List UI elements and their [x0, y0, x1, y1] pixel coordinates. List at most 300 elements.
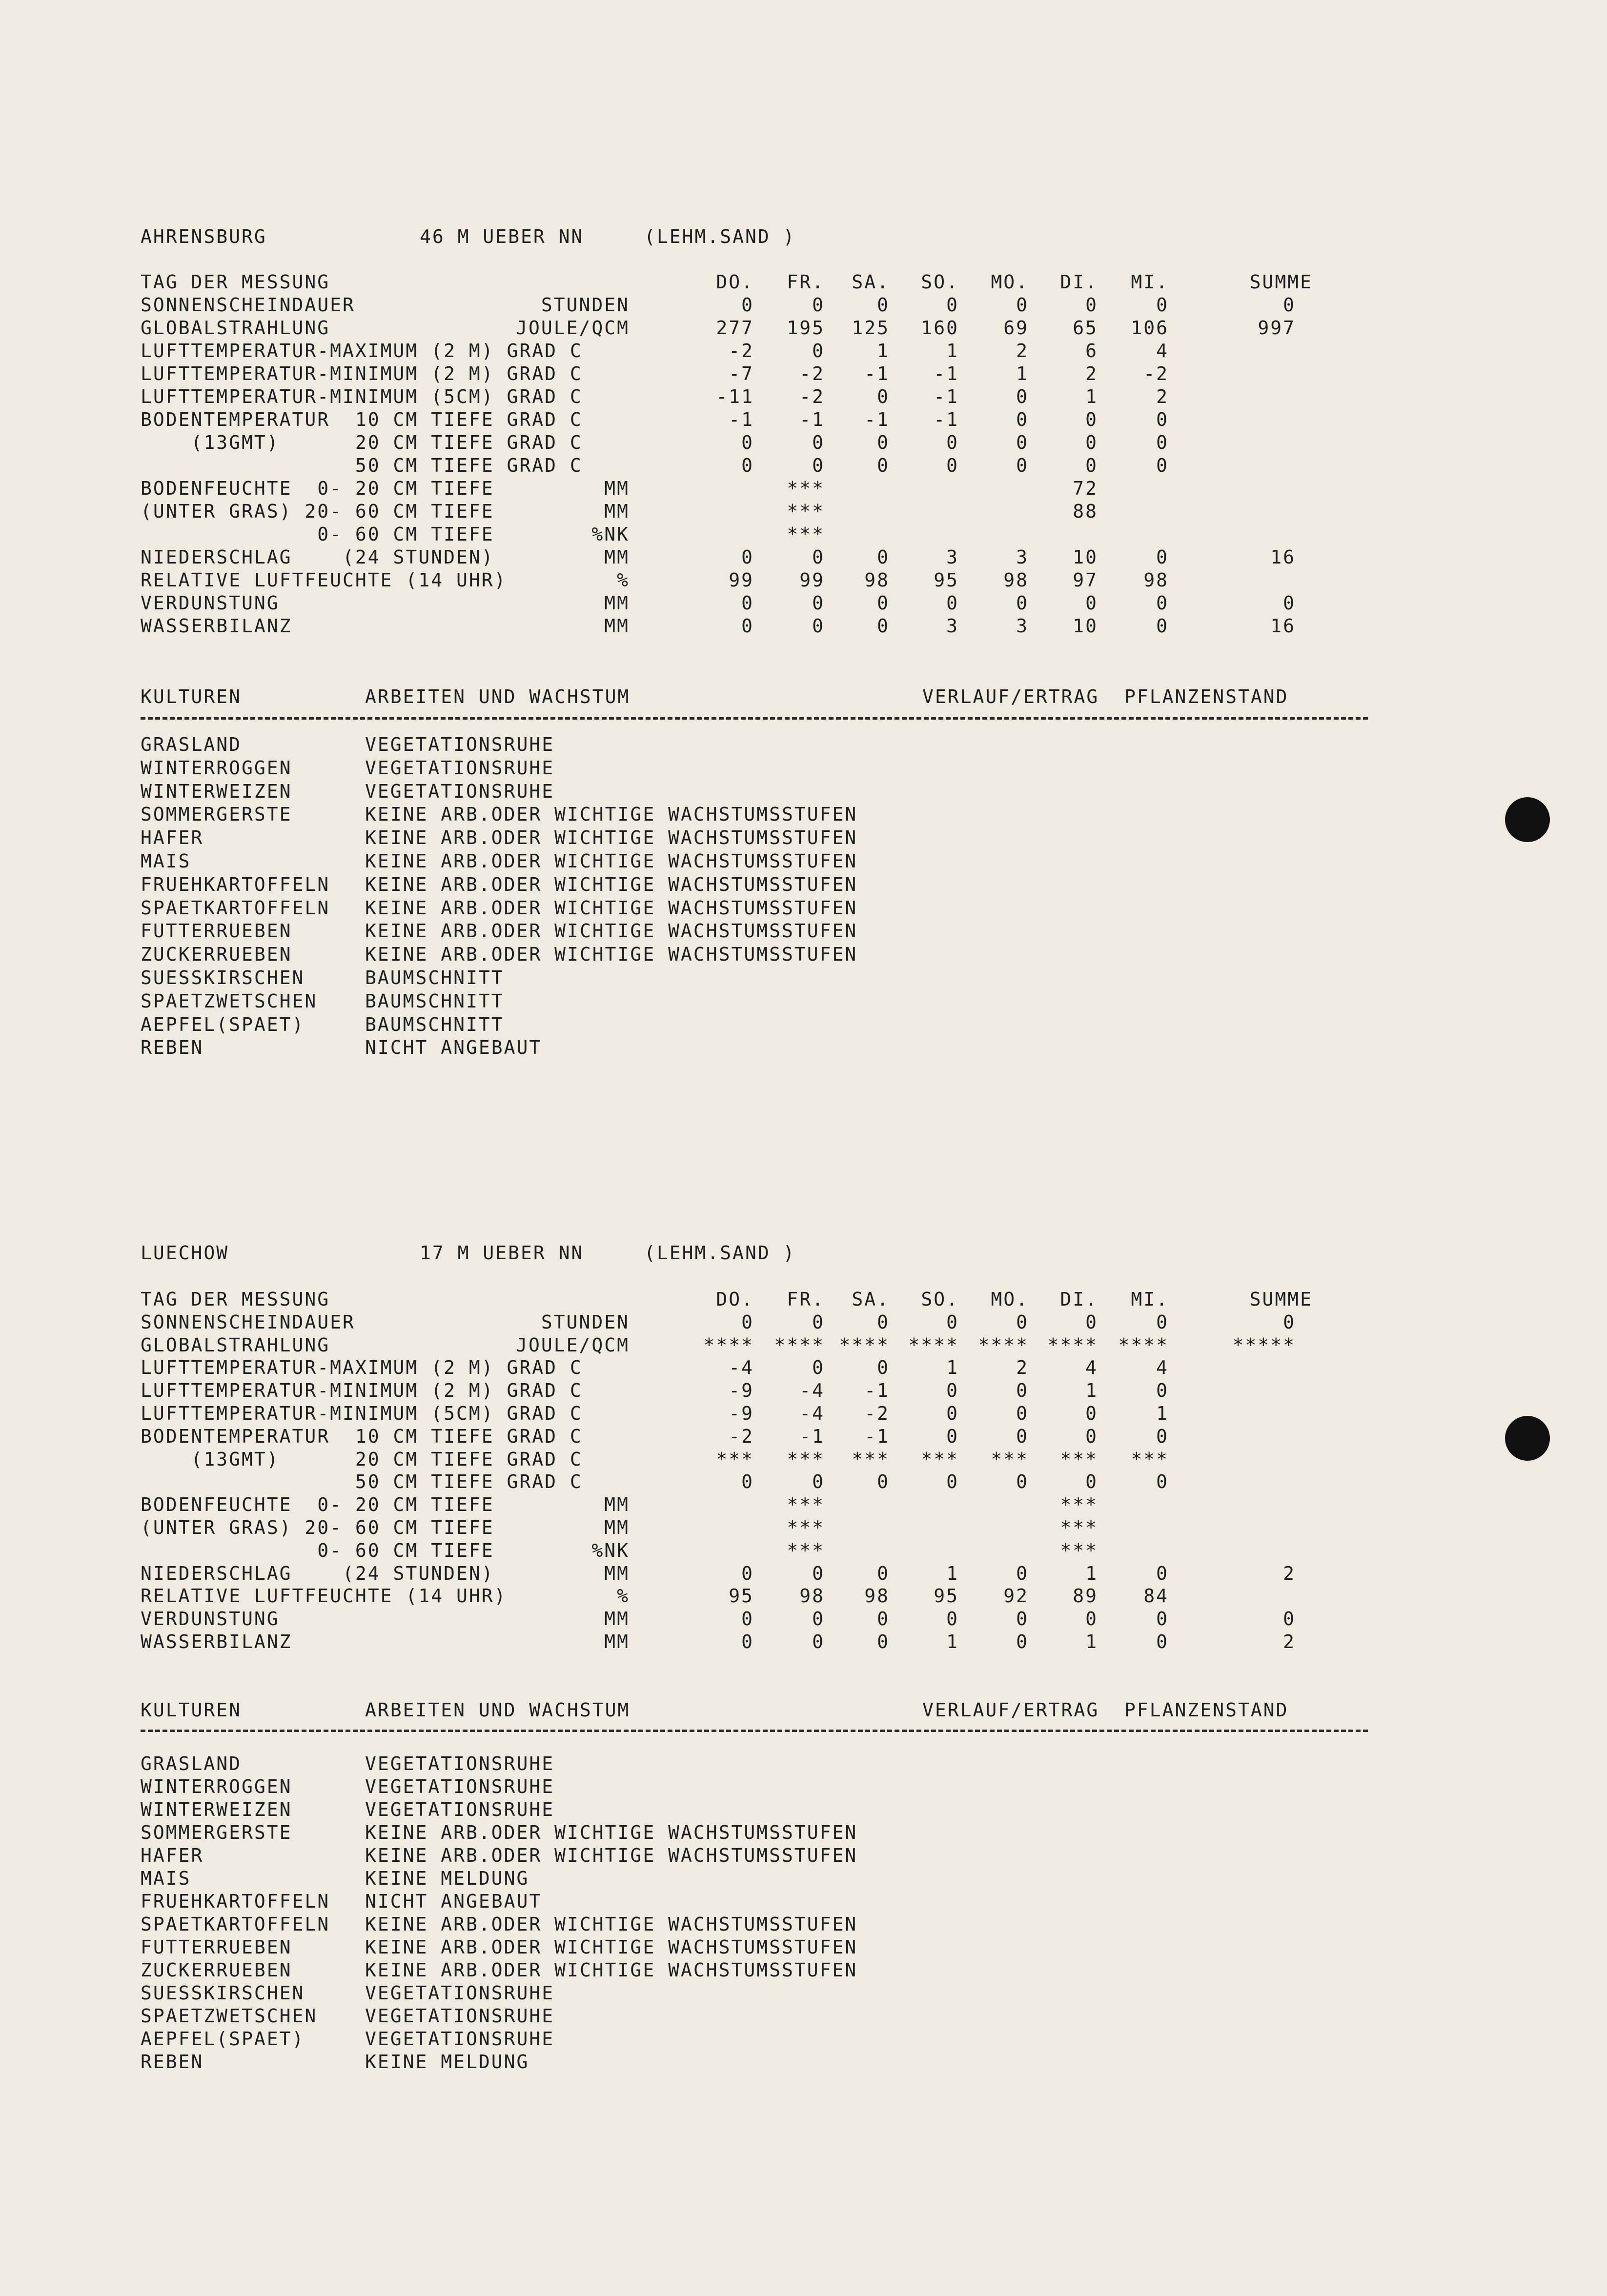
data-cell: 1 — [946, 1357, 959, 1379]
data-cell: 0 — [877, 294, 890, 316]
data-cell: 95 — [729, 1585, 754, 1607]
crop-status: KEINE ARB.ODER WICHTIGE WACHSTUMSSTUFEN — [365, 1959, 858, 1981]
data-cell: 0 — [741, 1471, 754, 1493]
data-cell: 0 — [812, 432, 825, 453]
sum-cell: 0 — [1283, 592, 1296, 614]
data-cell: 0 — [877, 615, 890, 637]
unit-label: MM — [604, 501, 630, 522]
crop-status: KEINE ARB.ODER WICHTIGE WACHSTUMSSTUFEN — [365, 874, 858, 895]
verlauf-header: VERLAUF/ERTRAG PFLANZENSTAND — [922, 1699, 1289, 1721]
data-cell: 0 — [741, 615, 754, 637]
crop-status: KEINE ARB.ODER WICHTIGE WACHSTUMSSTUFEN — [365, 897, 858, 919]
data-cell: 0 — [877, 1608, 890, 1630]
sum-header: SUMME — [1249, 1289, 1313, 1310]
data-cell: -2 — [864, 1403, 890, 1424]
data-cell: -1 — [729, 409, 754, 430]
crop-name: WINTERROGGEN — [141, 757, 292, 779]
data-cell: 0 — [877, 386, 890, 407]
data-cell: 0 — [812, 1357, 825, 1379]
data-cell: 0 — [1016, 1608, 1029, 1630]
crop-status: BAUMSCHNITT — [365, 967, 504, 988]
kulturen-header: KULTUREN — [141, 686, 242, 707]
sum-cell: 16 — [1270, 546, 1296, 568]
unit-label: MM — [604, 592, 630, 614]
data-cell: **** — [839, 1334, 890, 1356]
data-cell: *** — [787, 1517, 825, 1538]
kulturen-header: KULTUREN — [141, 1699, 242, 1721]
data-cell: *** — [1060, 1448, 1098, 1470]
data-cell: *** — [1060, 1494, 1098, 1516]
data-cell: *** — [921, 1448, 959, 1470]
row-label-tag: TAG DER MESSUNG — [141, 271, 330, 293]
data-cell: 92 — [1003, 1585, 1029, 1607]
row-label-luft_max: LUFTTEMPERATUR-MAXIMUM (2 M) GRAD C — [141, 1357, 583, 1379]
data-cell: 0 — [946, 1311, 959, 1333]
unit-label: MM — [604, 546, 630, 568]
row-label-verd: VERDUNSTUNG — [141, 1608, 280, 1630]
unit-label: MM — [604, 1494, 630, 1516]
data-cell: 1 — [1085, 1380, 1098, 1402]
crop-name: GRASLAND — [141, 1753, 242, 1774]
data-cell: -7 — [729, 363, 754, 384]
data-cell: 0 — [946, 432, 959, 453]
data-cell: 3 — [946, 546, 959, 568]
day-header: DI. — [1060, 271, 1098, 293]
data-cell: 106 — [1131, 317, 1169, 339]
data-cell: **** — [908, 1334, 959, 1356]
data-cell: 0 — [877, 1311, 890, 1333]
crop-name: AEPFEL(SPAET) — [141, 1014, 305, 1035]
data-cell: 88 — [1073, 501, 1098, 522]
data-cell: 2 — [1156, 386, 1169, 407]
data-cell: *** — [787, 524, 825, 545]
crop-name: HAFER — [141, 1845, 204, 1866]
row-label-boden10: BODENTEMPERATUR 10 CM TIEFE GRAD C — [141, 1425, 583, 1447]
data-cell: 0 — [1156, 432, 1169, 453]
data-cell: 0 — [1156, 1562, 1169, 1584]
data-cell: -1 — [799, 1425, 825, 1447]
data-cell: 0 — [946, 1471, 959, 1493]
data-cell: 3 — [1016, 546, 1029, 568]
data-cell: 195 — [787, 317, 825, 339]
data-cell: 0 — [1085, 455, 1098, 476]
data-cell: *** — [787, 501, 825, 522]
data-cell: 0 — [1156, 1380, 1169, 1402]
data-cell: 0 — [1085, 1311, 1098, 1333]
data-cell: 0 — [946, 455, 959, 476]
data-cell: -9 — [729, 1380, 754, 1402]
day-header: DO. — [716, 271, 754, 293]
crop-status: KEINE ARB.ODER WICHTIGE WACHSTUMSSTUFEN — [365, 1913, 858, 1935]
sum-cell: 2 — [1283, 1631, 1296, 1652]
data-cell: 0 — [741, 1311, 754, 1333]
row-label-sonne: SONNENSCHEINDAUER — [141, 294, 355, 316]
row-label-wasser: WASSERBILANZ — [141, 1631, 292, 1652]
data-cell: 0 — [946, 1380, 959, 1402]
crop-status: NICHT ANGEBAUT — [365, 1037, 542, 1058]
day-header: MI. — [1131, 1289, 1169, 1310]
data-cell: 1 — [1085, 1562, 1098, 1584]
data-cell: 0 — [1085, 1403, 1098, 1424]
data-cell: 0 — [812, 1608, 825, 1630]
data-cell: 10 — [1073, 615, 1098, 637]
day-header: MI. — [1131, 271, 1169, 293]
data-cell: -2 — [799, 386, 825, 407]
arbeiten-header: ARBEITEN UND WACHSTUM — [365, 1699, 631, 1721]
data-cell: 1 — [1085, 1631, 1098, 1652]
data-cell: 97 — [1073, 569, 1098, 591]
data-cell: 69 — [1003, 317, 1029, 339]
data-cell: 0 — [741, 455, 754, 476]
data-cell: 1 — [877, 340, 890, 362]
data-cell: 0 — [946, 1425, 959, 1447]
row-label-tag: TAG DER MESSUNG — [141, 1289, 330, 1310]
data-cell: -4 — [799, 1380, 825, 1402]
crop-name: ZUCKERRUEBEN — [141, 944, 292, 965]
crop-name: MAIS — [141, 850, 191, 872]
data-cell: 0 — [946, 1403, 959, 1424]
crop-name: SUESSKIRSCHEN — [141, 1982, 305, 2004]
crop-name: FUTTERRUEBEN — [141, 920, 292, 942]
data-cell: -2 — [1143, 363, 1169, 384]
crop-name: SPAETZWETSCHEN — [141, 990, 318, 1012]
sum-cell: 2 — [1283, 1562, 1296, 1584]
data-cell: 95 — [934, 569, 959, 591]
dashed-separator — [141, 1730, 1368, 1732]
crop-name: GRASLAND — [141, 734, 242, 755]
row-label-verd: VERDUNSTUNG — [141, 592, 280, 614]
data-cell: -1 — [934, 363, 959, 384]
crop-name: FRUEHKARTOFFELN — [141, 1891, 330, 1912]
sum-cell: 16 — [1270, 615, 1296, 637]
sum-cell: 997 — [1258, 317, 1296, 339]
data-cell: 0 — [1085, 432, 1098, 453]
unit-label: %NK — [591, 524, 630, 545]
crop-name: SPAETKARTOFFELN — [141, 897, 330, 919]
sum-cell: 0 — [1283, 1311, 1296, 1333]
row-label-luft_min5: LUFTTEMPERATUR-MINIMUM (5CM) GRAD C — [141, 1403, 583, 1424]
row-label-feucht2: (UNTER GRAS) 20- 60 CM TIEFE — [141, 501, 494, 522]
crop-status: VEGETATIONSRUHE — [365, 781, 555, 802]
data-cell: 98 — [864, 1585, 890, 1607]
data-cell: 0 — [946, 592, 959, 614]
data-cell: 0 — [877, 1631, 890, 1652]
crop-name: HAFER — [141, 827, 204, 848]
station-name: LUECHOW — [141, 1242, 229, 1264]
data-cell: 160 — [921, 317, 959, 339]
day-header: SO. — [921, 271, 959, 293]
row-label-boden50: 50 CM TIEFE GRAD C — [141, 1471, 583, 1493]
row-label-boden20: (13GMT) 20 CM TIEFE GRAD C — [141, 432, 583, 453]
data-cell: 0 — [1016, 1311, 1029, 1333]
data-cell: -11 — [716, 386, 754, 407]
data-cell: 98 — [799, 1585, 825, 1607]
dashed-separator — [141, 717, 1368, 720]
data-cell: 0 — [812, 1471, 825, 1493]
data-cell: 0 — [877, 1357, 890, 1379]
crop-status: KEINE ARB.ODER WICHTIGE WACHSTUMSSTUFEN — [365, 1936, 858, 1958]
day-header: SA. — [852, 271, 890, 293]
crop-status: KEINE MELDUNG — [365, 2051, 529, 2073]
data-cell: -4 — [799, 1403, 825, 1424]
data-cell: 2 — [1085, 363, 1098, 384]
row-label-luft_min2: LUFTTEMPERATUR-MINIMUM (2 M) GRAD C — [141, 1380, 583, 1402]
row-label-boden20: (13GMT) 20 CM TIEFE GRAD C — [141, 1448, 583, 1470]
crop-status: VEGETATIONSRUHE — [365, 1799, 555, 1820]
data-cell: 98 — [864, 569, 890, 591]
row-label-sonne: SONNENSCHEINDAUER — [141, 1311, 355, 1333]
unit-label: JOULE/QCM — [516, 317, 630, 339]
crop-name: SPAETKARTOFFELN — [141, 1913, 330, 1935]
day-header: DI. — [1060, 1289, 1098, 1310]
row-label-global: GLOBALSTRAHLUNG — [141, 317, 330, 339]
sum-cell: ***** — [1232, 1334, 1296, 1356]
crop-status: KEINE ARB.ODER WICHTIGE WACHSTUMSSTUFEN — [365, 1845, 858, 1866]
punch-hole — [1505, 797, 1550, 842]
data-cell: -1 — [864, 363, 890, 384]
crop-status: KEINE MELDUNG — [365, 1868, 529, 1889]
data-cell: *** — [1060, 1517, 1098, 1538]
crop-status: BAUMSCHNITT — [365, 990, 504, 1012]
data-cell: -1 — [799, 409, 825, 430]
data-cell: -4 — [729, 1357, 754, 1379]
data-cell: -1 — [864, 409, 890, 430]
station-soil: (LEHM.SAND ) — [644, 226, 796, 247]
data-cell: 0 — [1156, 1608, 1169, 1630]
data-cell: 0 — [1016, 1471, 1029, 1493]
data-cell: 0 — [812, 1631, 825, 1652]
sum-cell: 0 — [1283, 294, 1296, 316]
data-cell: 0 — [1016, 409, 1029, 430]
data-cell: 0 — [1085, 592, 1098, 614]
data-cell: **** — [774, 1334, 825, 1356]
crop-name: AEPFEL(SPAET) — [141, 2028, 305, 2050]
crop-name: SOMMERGERSTE — [141, 804, 292, 825]
data-cell: *** — [716, 1448, 754, 1470]
row-label-rel: RELATIVE LUFTFEUCHTE (14 UHR) — [141, 569, 507, 591]
data-cell: -2 — [799, 363, 825, 384]
row-label-wasser: WASSERBILANZ — [141, 615, 292, 637]
data-cell: 0 — [946, 1608, 959, 1630]
data-cell: 0 — [1016, 432, 1029, 453]
data-cell: 0 — [741, 1562, 754, 1584]
data-cell: 4 — [1085, 1357, 1098, 1379]
crop-status: KEINE ARB.ODER WICHTIGE WACHSTUMSSTUFEN — [365, 920, 858, 942]
day-header: MO. — [991, 1289, 1029, 1310]
data-cell: 0 — [812, 340, 825, 362]
station-name: AHRENSBURG — [141, 226, 267, 247]
crop-status: KEINE ARB.ODER WICHTIGE WACHSTUMSSTUFEN — [365, 804, 858, 825]
data-cell: 0 — [877, 432, 890, 453]
station-soil: (LEHM.SAND ) — [644, 1242, 796, 1264]
row-label-feucht2: (UNTER GRAS) 20- 60 CM TIEFE — [141, 1517, 494, 1538]
data-cell: 0 — [741, 1631, 754, 1652]
unit-label: MM — [604, 1631, 630, 1652]
data-cell: 2 — [1016, 340, 1029, 362]
crop-status: KEINE ARB.ODER WICHTIGE WACHSTUMSSTUFEN — [365, 944, 858, 965]
data-cell: 4 — [1156, 340, 1169, 362]
punch-hole — [1505, 1416, 1550, 1461]
data-cell: 0 — [1016, 1562, 1029, 1584]
crop-name: WINTERROGGEN — [141, 1776, 292, 1797]
day-header: FR. — [787, 1289, 825, 1310]
row-label-rel: RELATIVE LUFTFEUCHTE (14 UHR) — [141, 1585, 507, 1607]
day-header: FR. — [787, 271, 825, 293]
row-label-feucht1: BODENFEUCHTE 0- 20 CM TIEFE — [141, 478, 494, 499]
data-cell: *** — [787, 478, 825, 499]
unit-label: % — [617, 569, 630, 591]
data-cell: 0 — [1085, 409, 1098, 430]
data-cell: 10 — [1073, 546, 1098, 568]
unit-label: % — [617, 1585, 630, 1607]
data-cell: 0 — [877, 1562, 890, 1584]
data-cell: 4 — [1156, 1357, 1169, 1379]
crop-status: KEINE ARB.ODER WICHTIGE WACHSTUMSSTUFEN — [365, 827, 858, 848]
crop-name: ZUCKERRUEBEN — [141, 1959, 292, 1981]
data-cell: 65 — [1073, 317, 1098, 339]
row-label-global: GLOBALSTRAHLUNG — [141, 1334, 330, 1356]
data-cell: 0 — [1016, 455, 1029, 476]
data-cell: 0 — [877, 592, 890, 614]
data-cell: -1 — [934, 386, 959, 407]
data-cell: 0 — [877, 455, 890, 476]
data-cell: 0 — [1156, 294, 1169, 316]
data-cell: 0 — [877, 546, 890, 568]
crop-status: KEINE ARB.ODER WICHTIGE WACHSTUMSSTUFEN — [365, 850, 858, 872]
unit-label: STUNDEN — [541, 294, 630, 316]
data-cell: 0 — [1016, 1380, 1029, 1402]
row-label-nieder: NIEDERSCHLAG (24 STUNDEN) — [141, 1562, 494, 1584]
data-cell: -1 — [934, 409, 959, 430]
data-cell: 0 — [812, 1311, 825, 1333]
data-cell: 0 — [812, 1562, 825, 1584]
day-header: SA. — [852, 1289, 890, 1310]
day-header: DO. — [716, 1289, 754, 1310]
data-cell: 0 — [741, 1608, 754, 1630]
data-cell: 0 — [812, 546, 825, 568]
crop-name: SPAETZWETSCHEN — [141, 2005, 318, 2027]
data-cell: 0 — [741, 546, 754, 568]
data-cell: 84 — [1143, 1585, 1169, 1607]
row-label-nieder: NIEDERSCHLAG (24 STUNDEN) — [141, 546, 494, 568]
data-cell: 0 — [1156, 455, 1169, 476]
data-cell: 0 — [812, 294, 825, 316]
data-cell: 0 — [1156, 546, 1169, 568]
crop-status: BAUMSCHNITT — [365, 1014, 504, 1035]
data-cell: 0 — [1156, 1425, 1169, 1447]
unit-label: %NK — [591, 1539, 630, 1561]
data-cell: -1 — [864, 1425, 890, 1447]
data-cell: 0 — [812, 455, 825, 476]
data-cell: 98 — [1143, 569, 1169, 591]
data-cell: -9 — [729, 1403, 754, 1424]
data-cell: 0 — [1016, 1631, 1029, 1652]
data-cell: 0 — [741, 432, 754, 453]
unit-label: MM — [604, 1562, 630, 1584]
row-label-feucht3: 0- 60 CM TIEFE — [141, 524, 494, 545]
data-cell: -2 — [729, 1425, 754, 1447]
data-cell: *** — [991, 1448, 1029, 1470]
data-cell: 2 — [1016, 1357, 1029, 1379]
data-cell: 0 — [1156, 592, 1169, 614]
crop-status: NICHT ANGEBAUT — [365, 1891, 542, 1912]
crop-name: FUTTERRUEBEN — [141, 1936, 292, 1958]
data-cell: -2 — [729, 340, 754, 362]
crop-name: SOMMERGERSTE — [141, 1822, 292, 1843]
crop-name: MAIS — [141, 1868, 191, 1889]
crop-status: VEGETATIONSRUHE — [365, 2005, 555, 2027]
data-cell: 3 — [1016, 615, 1029, 637]
row-label-feucht1: BODENFEUCHTE 0- 20 CM TIEFE — [141, 1494, 494, 1516]
data-cell: 0 — [1156, 615, 1169, 637]
data-cell: **** — [1047, 1334, 1098, 1356]
data-cell: *** — [1060, 1539, 1098, 1561]
crop-status: VEGETATIONSRUHE — [365, 1982, 555, 2004]
data-cell: 0 — [1156, 1471, 1169, 1493]
data-cell: 1 — [946, 340, 959, 362]
data-cell: *** — [852, 1448, 890, 1470]
data-cell: 1 — [1016, 363, 1029, 384]
data-cell: 0 — [741, 294, 754, 316]
crop-name: REBEN — [141, 2051, 204, 2073]
data-cell: 0 — [1085, 1608, 1098, 1630]
unit-label: MM — [604, 1517, 630, 1538]
data-cell: 89 — [1073, 1585, 1098, 1607]
data-cell: 0 — [1085, 1425, 1098, 1447]
data-cell: 0 — [1156, 1631, 1169, 1652]
unit-label: JOULE/QCM — [516, 1334, 630, 1356]
row-label-luft_min2: LUFTTEMPERATUR-MINIMUM (2 M) GRAD C — [141, 363, 583, 384]
data-cell: 0 — [1016, 592, 1029, 614]
data-cell: 99 — [799, 569, 825, 591]
row-label-luft_max: LUFTTEMPERATUR-MAXIMUM (2 M) GRAD C — [141, 340, 583, 362]
data-cell: 1 — [1085, 386, 1098, 407]
unit-label: MM — [604, 478, 630, 499]
crop-status: VEGETATIONSRUHE — [365, 2028, 555, 2050]
data-cell: 1 — [946, 1631, 959, 1652]
data-cell: *** — [787, 1448, 825, 1470]
data-cell: 1 — [946, 1562, 959, 1584]
day-header: SO. — [921, 1289, 959, 1310]
data-cell: 99 — [729, 569, 754, 591]
crop-status: VEGETATIONSRUHE — [365, 1776, 555, 1797]
sum-cell: 0 — [1283, 1608, 1296, 1630]
data-cell: 98 — [1003, 569, 1029, 591]
data-cell: 0 — [1085, 1471, 1098, 1493]
crop-name: WINTERWEIZEN — [141, 781, 292, 802]
data-cell: 0 — [741, 592, 754, 614]
day-header: MO. — [991, 271, 1029, 293]
data-cell: 1 — [1156, 1403, 1169, 1424]
row-label-luft_min5: LUFTTEMPERATUR-MINIMUM (5CM) GRAD C — [141, 386, 583, 407]
data-cell: **** — [978, 1334, 1029, 1356]
crop-status: VEGETATIONSRUHE — [365, 734, 555, 755]
row-label-boden10: BODENTEMPERATUR 10 CM TIEFE GRAD C — [141, 409, 583, 430]
station-elevation: 17 M UEBER NN — [420, 1242, 584, 1264]
data-cell: *** — [787, 1539, 825, 1561]
crop-name: FRUEHKARTOFFELN — [141, 874, 330, 895]
data-cell: **** — [1118, 1334, 1169, 1356]
data-cell: 72 — [1073, 478, 1098, 499]
data-cell: 125 — [852, 317, 890, 339]
arbeiten-header: ARBEITEN UND WACHSTUM — [365, 686, 631, 707]
data-cell: -1 — [864, 1380, 890, 1402]
data-cell: 0 — [1016, 1403, 1029, 1424]
crop-name: REBEN — [141, 1037, 204, 1058]
unit-label: MM — [604, 615, 630, 637]
data-cell: 0 — [812, 592, 825, 614]
sum-header: SUMME — [1249, 271, 1313, 293]
